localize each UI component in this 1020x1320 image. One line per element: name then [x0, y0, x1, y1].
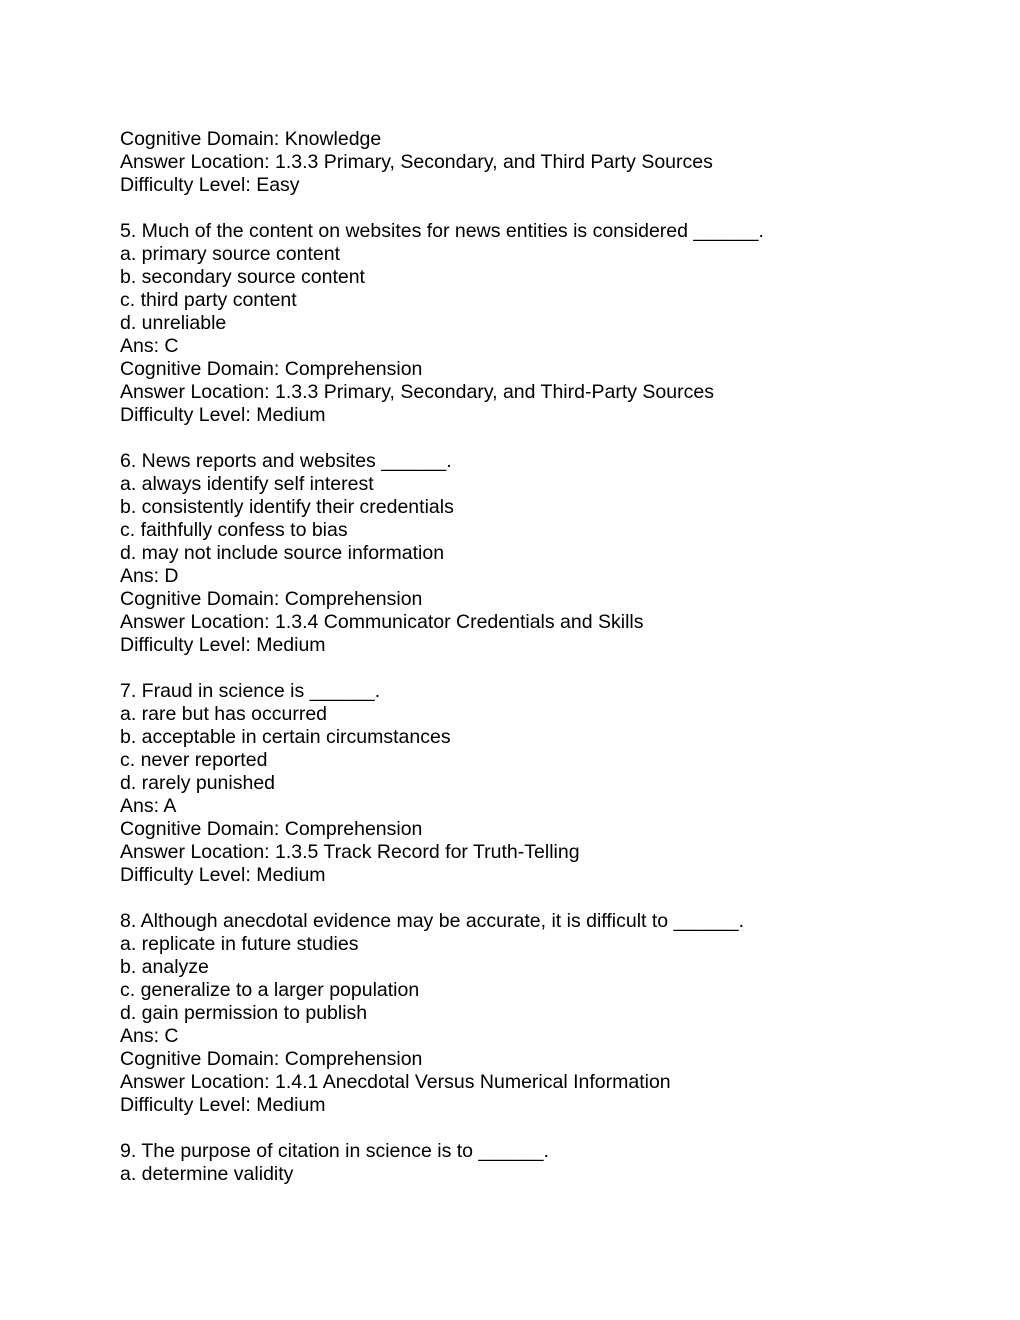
option-c: c. faithfully confess to bias: [120, 519, 348, 541]
option-b: b. consistently identify their credentials: [120, 496, 454, 518]
difficulty-level: Difficulty Level: Medium: [120, 864, 326, 886]
answer-location: Answer Location: 1.4.1 Anecdotal Versus Numerical Information: [120, 1071, 671, 1093]
option-b: b. acceptable in certain circumstances: [120, 726, 451, 748]
difficulty-level: Difficulty Level: Medium: [120, 404, 326, 426]
spacer: [120, 887, 980, 910]
difficulty-level: Difficulty Level: Medium: [120, 1094, 326, 1116]
cognitive-domain: Cognitive Domain: Comprehension: [120, 1048, 423, 1070]
question-stem: 5. Much of the content on websites for news entities is considered ______.: [120, 220, 764, 242]
question-block: [120, 220, 980, 427]
option-c: c. generalize to a larger population: [120, 979, 420, 1001]
spacer: [120, 197, 980, 220]
spacer: [120, 1117, 980, 1140]
option-a: a. replicate in future studies: [120, 933, 359, 955]
option-b: b. analyze: [120, 956, 209, 978]
answer-location: Answer Location: 1.3.4 Communicator Credentials and Skills: [120, 611, 644, 633]
question-stem: 7. Fraud in science is ______.: [120, 680, 381, 702]
cognitive-domain: Cognitive Domain: Comprehension: [120, 818, 423, 840]
option-a: a. determine validity: [120, 1163, 294, 1185]
answer-key: Ans: D: [120, 565, 179, 587]
document-page: [120, 128, 980, 1186]
option-c: c. third party content: [120, 289, 297, 311]
option-d: d. unreliable: [120, 312, 227, 334]
answer-location: Answer Location: 1.3.3 Primary, Secondary, and Third Party Sources: [120, 151, 713, 173]
question-block: [120, 1140, 980, 1186]
answer-location: Answer Location: 1.3.5 Track Record for Truth-Telling: [120, 841, 580, 863]
answer-key: Ans: C: [120, 335, 179, 357]
difficulty-level: Difficulty Level: Medium: [120, 634, 326, 656]
option-a: a. always identify self interest: [120, 473, 374, 495]
option-c: c. never reported: [120, 749, 268, 771]
question-stem: 9. The purpose of citation in science is to ______.: [120, 1140, 549, 1162]
spacer: [120, 657, 980, 680]
difficulty-level: Difficulty Level: Easy: [120, 174, 300, 196]
spacer: [120, 427, 980, 450]
answer-key: Ans: C: [120, 1025, 179, 1047]
option-d: d. rarely punished: [120, 772, 276, 794]
answer-key: Ans: A: [120, 795, 177, 817]
cognitive-domain: Cognitive Domain: Knowledge: [120, 128, 382, 150]
question-stem: 6. News reports and websites ______.: [120, 450, 452, 472]
question-block: [120, 910, 980, 1117]
header-block: [120, 128, 980, 197]
option-b: b. secondary source content: [120, 266, 365, 288]
cognitive-domain: Cognitive Domain: Comprehension: [120, 358, 423, 380]
cognitive-domain: Cognitive Domain: Comprehension: [120, 588, 423, 610]
question-block: [120, 450, 980, 657]
option-a: a. primary source content: [120, 243, 341, 265]
option-d: d. may not include source information: [120, 542, 445, 564]
option-d: d. gain permission to publish: [120, 1002, 368, 1024]
question-stem: 8. Although anecdotal evidence may be accurate, it is difficult to ______.: [120, 910, 745, 932]
answer-location: Answer Location: 1.3.3 Primary, Secondary, and Third-Party Sources: [120, 381, 714, 403]
option-a: a. rare but has occurred: [120, 703, 328, 725]
question-block: [120, 680, 980, 887]
